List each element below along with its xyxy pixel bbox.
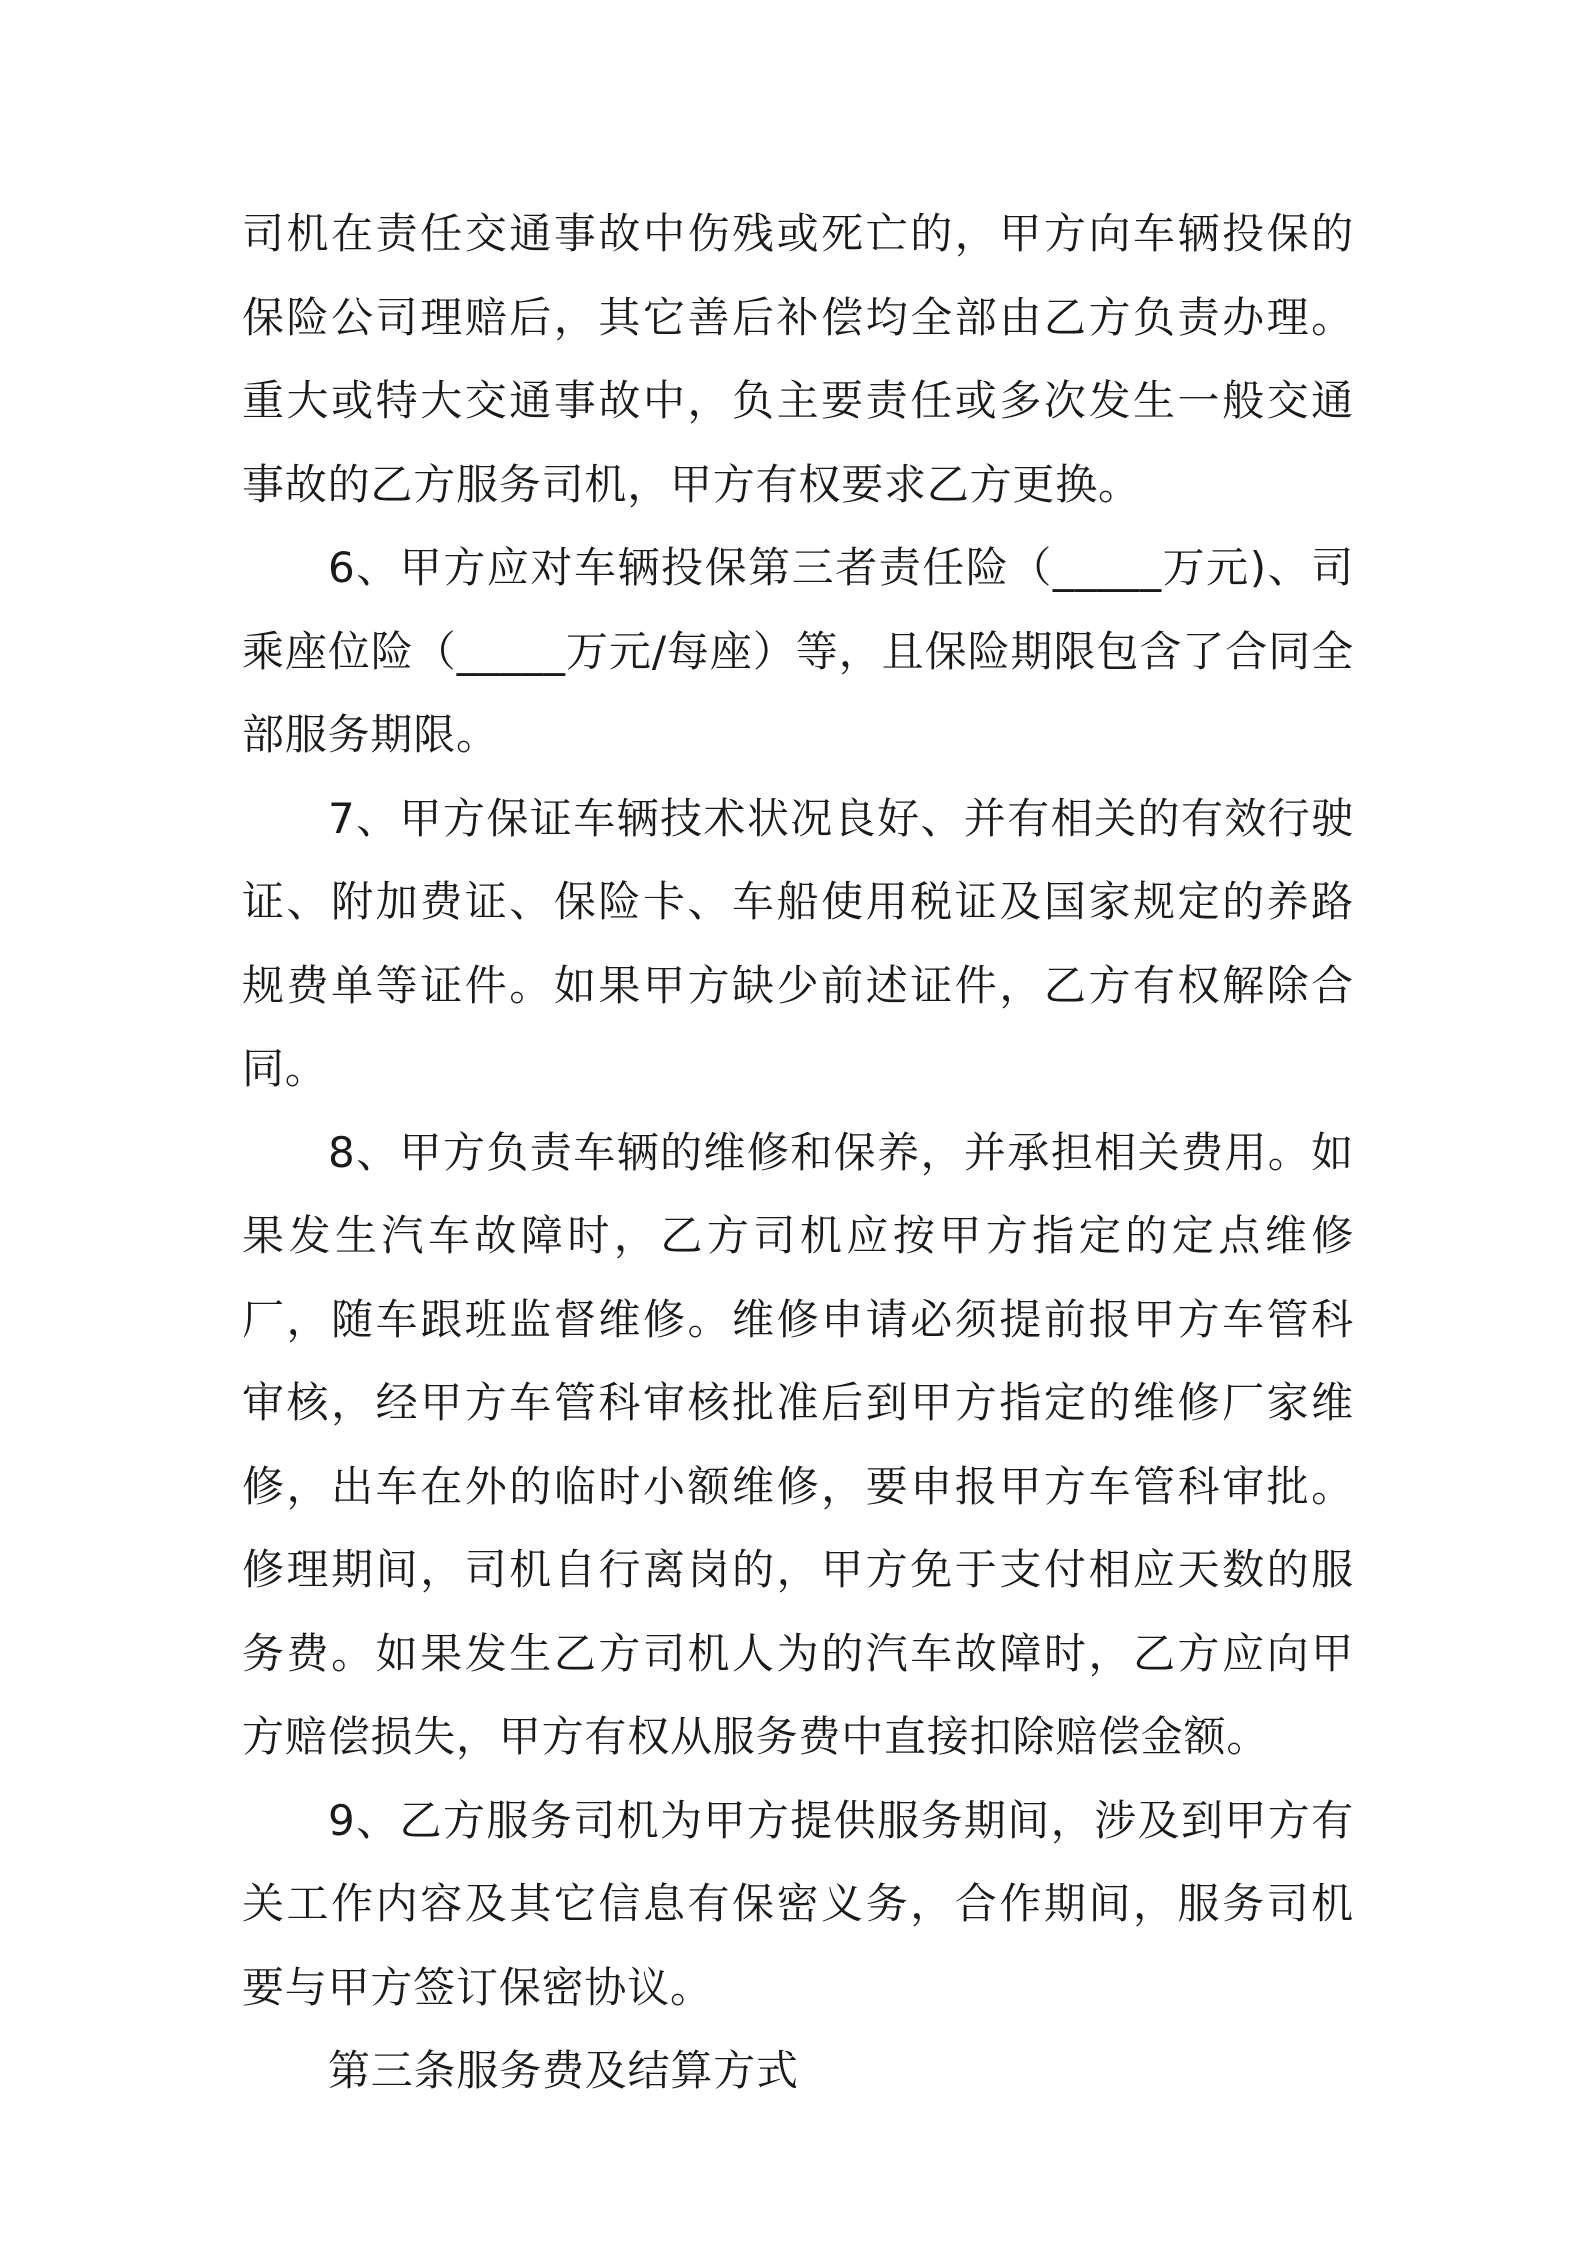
paragraph-clause-7: 7、甲方保证车辆技术状况良好、并有相关的有效行驶证、附加费证、保险卡、车船使用税证及国家规定的养路规费单等证件。如果甲方缺少前述证件，乙方有权解除合同。 [242, 793, 1354, 1093]
paragraph-clause-9: 9、乙方服务司机为甲方提供服务期间，涉及到甲方有关工作内容及其它信息有保密义务，合作期间，服务司机要与甲方签订保密协议。 [242, 1795, 1354, 2012]
paragraph-continuation: 司机在责任交通事故中伤残或死亡的，甲方向车辆投保的保险公司理赔后，其它善后补偿均全部由乙方负责办理。重大或特大交通事故中，负主要责任或多次发生一般交通事故的乙方服务司机，甲方有权要求乙方更换。 [242, 209, 1354, 509]
paragraph-clause-6: 6、甲方应对车辆投保第三者责任险（_____万元)、司乘座位险（_____万元/每座）等，且保险期限包含了合同全部服务期限。 [242, 543, 1354, 759]
document-body [242, 192, 1354, 2113]
paragraph-clause-8: 8、甲方负责车辆的维修和保养，并承担相关费用。如果发生汽车故障时，乙方司机应按甲方指定的定点维修厂，随车跟班监督维修。维修申请必须提前报甲方车管科审核，经甲方车管科审核批准后到甲方指定的维修厂家维修，出车在外的临时小额维修，要申报甲方车管科审批。修理期间，司机自行离岗的，甲方免于支付相应天数的服务费。如果发生乙方司机人为的汽车故障时，乙方应向甲方赔偿损失，甲方有权从服务费中直接扣除赔偿金额。 [242, 1127, 1354, 1761]
section-heading-article-3: 第三条服务费及结算方式 [328, 2046, 799, 2095]
